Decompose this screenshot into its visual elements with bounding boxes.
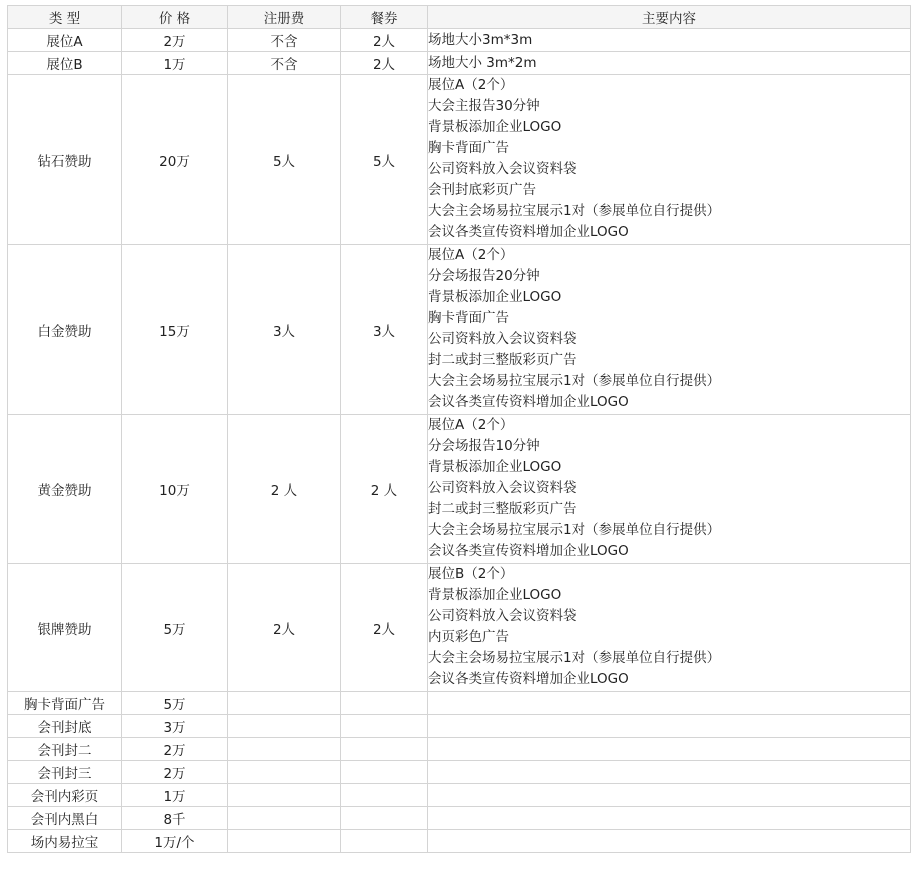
cell-type[interactable]: 会刊内彩页 [8,784,122,807]
header-row [8,6,911,29]
content-line: 内页彩色广告 [428,629,509,645]
content-line: 场地大小3m*3m [428,31,533,48]
content-line: 会议各类宣传资料增加企业LOGO [428,543,629,559]
cell-type[interactable]: 黄金赞助 [8,415,122,564]
content-line: 会议各类宣传资料增加企业LOGO [428,671,629,687]
content-line: 背景板添加企业LOGO [428,459,562,475]
content-line: 胸卡背面广告 [428,140,509,156]
cell-type[interactable]: 展位A [8,29,122,52]
cell-type[interactable]: 展位B [8,52,122,75]
cell-registration[interactable] [228,692,341,715]
content-line: 会议各类宣传资料增加企业LOGO [428,394,629,410]
cell-meal[interactable]: 5人 [341,75,428,245]
table-row [8,75,911,245]
table-row [8,715,911,738]
content-line: 场地大小 3m*2m [428,54,537,71]
content-line: 大会主会场易拉宝展示1对（参展单位自行提供） [428,650,721,666]
table-row [8,761,911,784]
cell-content[interactable] [428,784,911,807]
cell-meal[interactable] [341,784,428,807]
table-row [8,830,911,853]
cell-price[interactable]: 15万 [122,245,228,415]
content-line: 展位B（2个） [428,566,514,582]
header-price[interactable]: 价 格 [122,6,228,29]
content-line: 公司资料放入会议资料袋 [428,480,577,496]
cell-meal[interactable]: 2人 [341,564,428,692]
cell-content[interactable] [428,415,911,564]
cell-meal[interactable] [341,692,428,715]
content-line: 会议各类宣传资料增加企业LOGO [428,224,629,240]
cell-price[interactable]: 3万 [122,715,228,738]
cell-type[interactable]: 会刊封三 [8,761,122,784]
table-row [8,415,911,564]
cell-registration[interactable]: 3人 [228,245,341,415]
cell-meal[interactable] [341,715,428,738]
cell-meal[interactable]: 2人 [341,52,428,75]
cell-type[interactable]: 胸卡背面广告 [8,692,122,715]
cell-content[interactable] [428,75,911,245]
header-type[interactable]: 类 型 [8,6,122,29]
cell-price[interactable]: 2万 [122,761,228,784]
cell-registration[interactable]: 2人 [228,564,341,692]
content-line: 分会场报告20分钟 [428,268,540,284]
cell-price[interactable]: 20万 [122,75,228,245]
content-line: 展位A（2个） [428,77,514,93]
cell-type[interactable]: 会刊封二 [8,738,122,761]
cell-registration[interactable] [228,738,341,761]
content-line: 大会主会场易拉宝展示1对（参展单位自行提供） [428,203,721,219]
table-row [8,738,911,761]
cell-meal[interactable]: 2人 [341,29,428,52]
cell-content[interactable] [428,761,911,784]
cell-content[interactable] [428,52,911,75]
content-line: 背景板添加企业LOGO [428,289,562,305]
sponsorship-table [7,5,911,853]
header-content[interactable]: 主要内容 [428,6,911,29]
cell-type[interactable]: 白金赞助 [8,245,122,415]
table-row [8,52,911,75]
cell-price[interactable]: 5万 [122,692,228,715]
content-line: 展位A（2个） [428,247,514,263]
cell-price[interactable]: 10万 [122,415,228,564]
cell-content[interactable] [428,245,911,415]
header-meal[interactable]: 餐券 [341,6,428,29]
cell-content[interactable] [428,715,911,738]
cell-price[interactable]: 5万 [122,564,228,692]
content-line: 公司资料放入会议资料袋 [428,608,577,624]
cell-price[interactable]: 1万 [122,52,228,75]
cell-registration[interactable] [228,830,341,853]
table-row [8,692,911,715]
content-line: 封二或封三整版彩页广告 [428,352,577,368]
cell-type[interactable]: 场内易拉宝 [8,830,122,853]
content-line: 公司资料放入会议资料袋 [428,161,577,177]
table-body [8,29,911,853]
content-line: 封二或封三整版彩页广告 [428,501,577,517]
cell-meal[interactable]: 2 人 [341,415,428,564]
content-line: 胸卡背面广告 [428,310,509,326]
cell-content[interactable] [428,692,911,715]
cell-registration[interactable] [228,807,341,830]
table-row [8,245,911,415]
cell-meal[interactable] [341,807,428,830]
cell-registration[interactable]: 2 人 [228,415,341,564]
cell-type[interactable]: 会刊内黑白 [8,807,122,830]
cell-content[interactable] [428,738,911,761]
cell-registration[interactable] [228,761,341,784]
cell-content[interactable] [428,807,911,830]
table-row [8,564,911,692]
cell-type[interactable]: 钻石赞助 [8,75,122,245]
content-line: 大会主报告30分钟 [428,98,540,114]
content-line: 分会场报告10分钟 [428,438,540,454]
cell-meal[interactable] [341,830,428,853]
cell-meal[interactable] [341,761,428,784]
cell-price[interactable]: 1万/个 [122,830,228,853]
content-line: 展位A（2个） [428,417,514,433]
content-line: 公司资料放入会议资料袋 [428,331,577,347]
cell-type[interactable]: 银牌赞助 [8,564,122,692]
cell-price[interactable]: 2万 [122,29,228,52]
content-line: 大会主会场易拉宝展示1对（参展单位自行提供） [428,373,721,389]
table-row [8,784,911,807]
content-line: 背景板添加企业LOGO [428,587,562,603]
cell-registration[interactable]: 不含 [228,52,341,75]
cell-meal[interactable] [341,738,428,761]
cell-price[interactable]: 8千 [122,807,228,830]
cell-registration[interactable] [228,715,341,738]
content-line: 背景板添加企业LOGO [428,119,562,135]
cell-content[interactable] [428,29,911,52]
cell-content[interactable] [428,564,911,692]
cell-content[interactable] [428,830,911,853]
cell-price[interactable]: 1万 [122,784,228,807]
content-line: 会刊封底彩页广告 [428,182,536,198]
cell-price[interactable]: 2万 [122,738,228,761]
cell-meal[interactable]: 3人 [341,245,428,415]
table-row [8,29,911,52]
table-row [8,807,911,830]
cell-registration[interactable] [228,784,341,807]
cell-registration[interactable]: 不含 [228,29,341,52]
cell-type[interactable]: 会刊封底 [8,715,122,738]
header-registration[interactable]: 注册费 [228,6,341,29]
content-line: 大会主会场易拉宝展示1对（参展单位自行提供） [428,522,721,538]
cell-registration[interactable]: 5人 [228,75,341,245]
